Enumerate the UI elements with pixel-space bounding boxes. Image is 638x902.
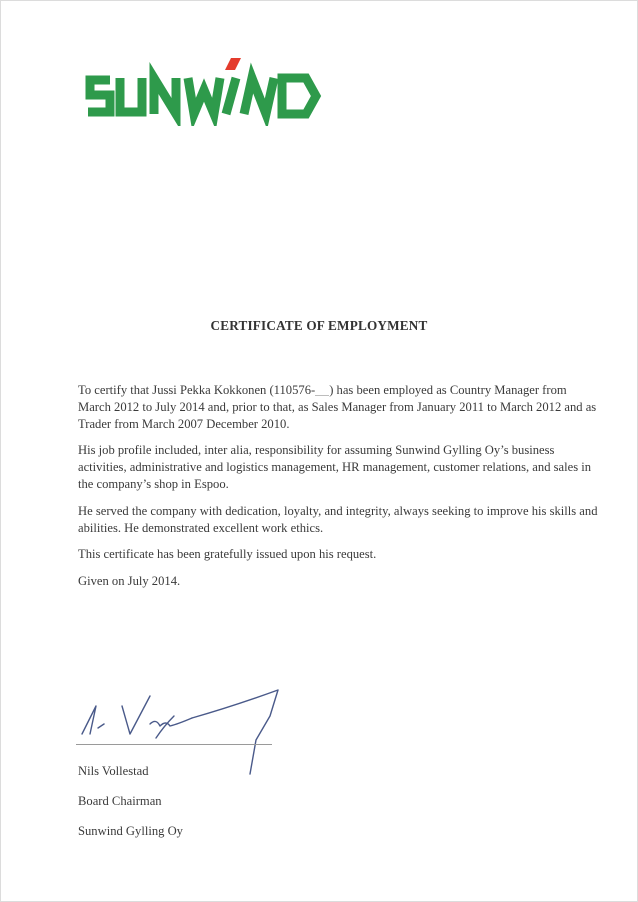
paragraph-dedication: He served the company with dedication, loyalty, and integrity, always seeking to improve his skills and abilities. He demonstrated excellent work ethics.: [78, 503, 598, 535]
signer-name: Nils Vollestad: [78, 764, 149, 778]
handwritten-signature: [74, 676, 294, 776]
signature-line: [76, 744, 272, 745]
signer-company: Sunwind Gylling Oy: [78, 824, 183, 838]
document-title: CERTIFICATE OF EMPLOYMENT: [210, 318, 428, 333]
signature-icon: [74, 676, 294, 776]
paragraph-job-profile: His job profile included, inter alia, responsibility for assuming Sunwind Gylling Oy’s business activities, administrative and logistics management, HR management, customer relations, and sales in the company’s shop in Espoo.: [78, 443, 592, 491]
certificate-body: [78, 382, 598, 600]
redacted-id: [315, 383, 329, 396]
paragraph-request: This certificate has been gratefully issued upon his request.: [78, 547, 377, 562]
sunwind-logo: [80, 56, 330, 126]
employment-text-start: To certify that Jussi Pekka Kokkonen (110576-: [78, 383, 316, 397]
signer-role: Board Chairman: [78, 794, 162, 808]
paragraph-given-date: Given on July 2014.: [78, 574, 181, 589]
employment-text-end: ) has been employed as Country Manager from March 2012 to July 2014 and, prior to that, as Sales Manager from January 2011 to March 2012 and as Trader from March 2007 December 2010.: [78, 383, 597, 431]
paragraph-employment: [78, 382, 598, 432]
sunwind-logo-icon: [80, 56, 330, 126]
